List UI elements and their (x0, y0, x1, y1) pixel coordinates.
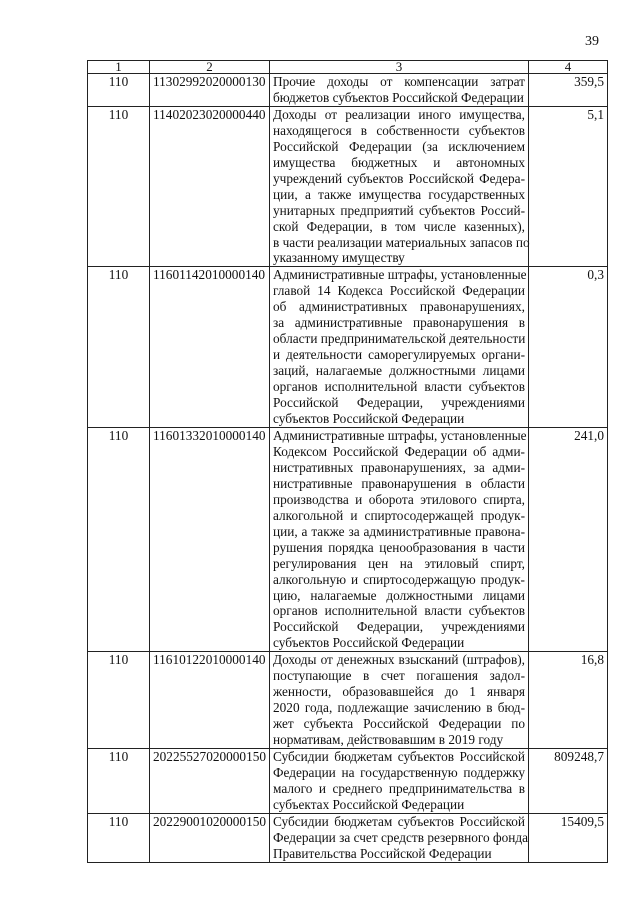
description-line: Административные штрафы, установленные (273, 267, 527, 283)
description-line: алкогольную и спиртосодержащую продук- (273, 571, 525, 587)
description-line: органов исполнительной власти субъектов (273, 379, 525, 395)
amount-cell: 809248,7 (529, 749, 608, 814)
description-line: нистративных правонарушениях, за адми- (273, 459, 525, 475)
description-line: Российской Федерации, учреждениями (273, 619, 525, 635)
table-row (88, 749, 608, 814)
revenue-description-cell (270, 813, 529, 862)
description-line: Доходы от денежных взысканий (штрафов), (273, 652, 525, 668)
amount-cell: 0,3 (529, 267, 608, 428)
description-line: поступающие в счет погашения задол- (273, 668, 525, 684)
column-header-4: 4 (529, 61, 608, 74)
revenue-description-cell (270, 652, 529, 749)
description-line: бюджетов субъектов Российской Федерации (273, 89, 524, 105)
description-line: имущества бюджетных и автономных (273, 154, 525, 170)
description-line: малого и среднего предпринимательства в (273, 780, 525, 796)
description-line: за административные правонарушения в (273, 315, 525, 331)
table-row (88, 267, 608, 428)
amount-cell: 359,5 (529, 74, 608, 107)
amount-cell: 5,1 (529, 106, 608, 267)
description-line: субъектов Российской Федерации (273, 635, 465, 651)
description-line: Российской Федерации (за исключением (273, 138, 525, 154)
description-line: женности, образовавшейся до 1 января (273, 684, 525, 700)
table-body (88, 61, 608, 863)
description-line: Субсидии бюджетам субъектов Российской (273, 749, 525, 765)
revenue-code-cell: 20225527020000150 (150, 749, 270, 814)
description-line: органов исполнительной власти субъектов (273, 603, 525, 619)
table-row (88, 74, 608, 107)
admin-code-cell: 110 (88, 74, 150, 107)
description-line: рушения порядка ценообразования в части (273, 539, 525, 555)
admin-code-cell: 110 (88, 652, 150, 749)
revenue-code-cell: 11601332010000140 (150, 427, 270, 651)
description-line: цию, налагаемые должностными лицами (273, 587, 525, 603)
description-line: находящегося в собственности субъектов (273, 122, 525, 138)
revenue-code-cell: 11601142010000140 (150, 267, 270, 428)
description-line: Субсидии бюджетам субъектов Российской (273, 813, 525, 829)
admin-code-cell: 110 (88, 427, 150, 651)
table-row (88, 652, 608, 749)
table-row (88, 106, 608, 267)
description-line: алкогольной и спиртосодержащей продук- (273, 507, 525, 523)
description-line: и деятельности саморегулируемых органи- (273, 347, 525, 363)
description-line: главой 14 Кодекса Российской Федерации (273, 283, 525, 299)
description-line: регулирования цен на этиловый спирт, (273, 555, 525, 571)
admin-code-cell: 110 (88, 813, 150, 862)
column-header-2: 2 (150, 61, 270, 74)
description-line: субъектах Российской Федерации (273, 796, 465, 812)
amount-cell: 241,0 (529, 427, 608, 651)
column-header-1: 1 (88, 61, 150, 74)
table-row (88, 813, 608, 862)
revenue-code-cell: 20229001020000150 (150, 813, 270, 862)
revenue-description-cell (270, 749, 529, 814)
description-line: унитарных предприятий субъектов Россий- (273, 202, 525, 218)
column-header-3: 3 (270, 61, 529, 74)
revenue-code-cell: 11610122010000140 (150, 652, 270, 749)
revenue-code-cell: 11302992020000130 (150, 74, 270, 107)
revenue-description-cell (270, 106, 529, 267)
description-line: жет субъекта Российской Федерации по (273, 716, 525, 732)
description-line: ской Федерации, в том числе казенных), (273, 218, 525, 234)
description-line: производства и оборота этилового спирта, (273, 491, 525, 507)
description-line: Доходы от реализации иного имущества, (273, 106, 525, 122)
description-line: учреждений субъектов Российской Федера- (273, 170, 525, 186)
description-line: нормативам, действовавшим в 2019 году (273, 732, 504, 748)
revenue-description-cell (270, 74, 529, 107)
description-line: Федерации на государственную поддержку (273, 764, 525, 780)
amount-cell: 15409,5 (529, 813, 608, 862)
revenue-code-cell: 11402023020000440 (150, 106, 270, 267)
description-line: области предпринимательской деятельности (273, 331, 526, 347)
description-line: Кодексом Российской Федерации об адми- (273, 443, 525, 459)
description-line: нистративные правонарушения в области (273, 475, 525, 491)
table-row (88, 427, 608, 651)
revenue-description-cell (270, 267, 529, 428)
description-line: в части реализации материальных запасов по (273, 234, 530, 250)
description-line: 2020 года, подлежащие зачислению в бюд- (273, 700, 525, 716)
description-line: Административные штрафы, установленные (273, 427, 527, 443)
description-line: ции, а также имущества государственных (273, 186, 525, 202)
admin-code-cell: 110 (88, 267, 150, 428)
revenue-table (87, 60, 608, 863)
amount-cell: 16,8 (529, 652, 608, 749)
description-line: Российской Федерации, учреждениями (273, 395, 525, 411)
description-line: Правительства Российской Федерации (273, 845, 492, 861)
admin-code-cell: 110 (88, 106, 150, 267)
table-header-row (88, 61, 608, 74)
description-line: указанному имуществу (273, 250, 405, 266)
description-line: об административных правонарушениях, (273, 299, 525, 315)
description-line: ции, а также за административные правона- (273, 523, 525, 539)
description-line: заций, налагаемые должностными лицами (273, 363, 525, 379)
description-line: субъектов Российской Федерации (273, 411, 465, 427)
description-line: Федерации за счет средств резервного фонда (273, 829, 529, 845)
revenue-description-cell (270, 427, 529, 651)
admin-code-cell: 110 (88, 749, 150, 814)
page-number: 39 (585, 34, 599, 49)
description-line: Прочие доходы от компенсации затрат (273, 74, 525, 89)
